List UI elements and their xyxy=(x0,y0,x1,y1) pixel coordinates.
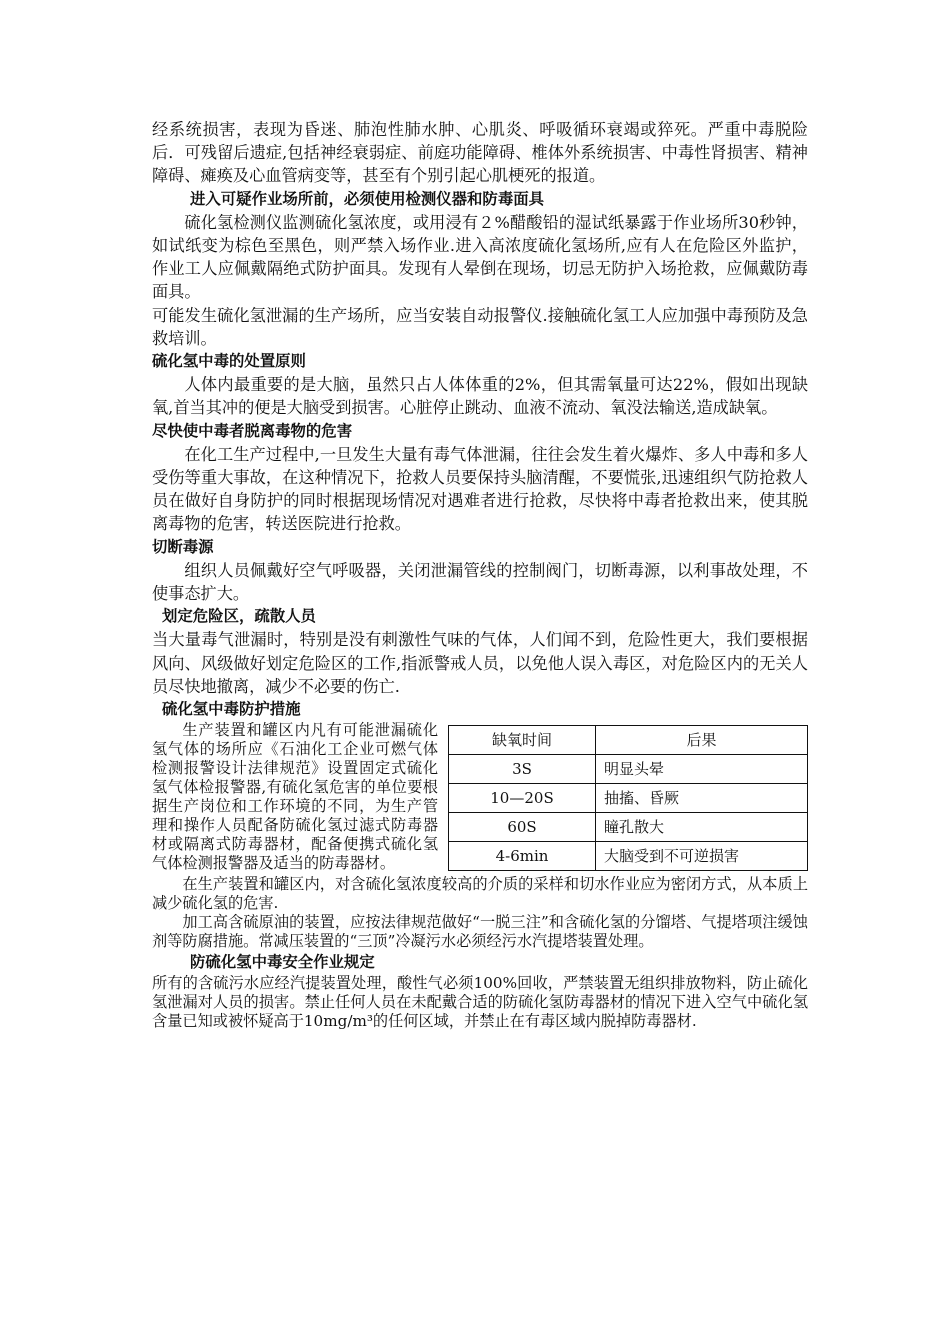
table-header-time: 缺氧时间 xyxy=(449,726,596,755)
section-text-detection: 硫化氢检测仪监测硫化氢浓度，或用浸有２%醋酸铅的湿试纸暴露于作业场所30秒钟，如试纸变为棕色至黑色，则严禁入场作业.进入高浓度硫化氢场所,应有人在危险区外监护，作业工人应佩戴隔绝式防护面具。发现有人晕倒在现场，切忌无防护入场抢救，应佩戴防毒面具。 xyxy=(152,212,808,302)
section-heading-danger-zone: 划定危险区，疏散人员 xyxy=(162,607,316,626)
table-cell-result: 大脑受到不可逆损害 xyxy=(596,842,808,871)
section-heading-protection: 硫化氢中毒防护措施 xyxy=(162,700,301,719)
section-heading-safety-rules: 防硫化氢中毒安全作业规定 xyxy=(190,953,375,972)
section-heading-remove-victim: 尽快使中毒者脱离毒物的危害 xyxy=(152,421,353,440)
table-row xyxy=(449,842,808,871)
table-cell-result: 抽搐、昏厥 xyxy=(596,784,808,813)
table-header-result: 后果 xyxy=(596,726,808,755)
section-text-protection-2: 在生产装置和罐区内，对含硫化氢浓度较高的介质的采样和切水作业应为密闭方式，从本质上减少硫化氢的危害. xyxy=(152,875,808,913)
protection-block xyxy=(152,721,808,951)
section-heading-principles: 硫化氢中毒的处置原则 xyxy=(152,352,306,371)
section-text-cut-source: 组织人员佩戴好空气呼吸器，关闭泄漏管线的控制阀门，切断毒源，以利事故处理，不使事态扩大。 xyxy=(152,560,808,604)
section-text-principles: 人体内最重要的是大脑，虽然只占人体体重的2%，但其需氧量可达22%，假如出现缺氧,首当其冲的便是大脑受到损害。心脏停止跳动、血液不流动、氧没法输送,造成缺氧。 xyxy=(152,375,808,418)
section-text-safety-rules: 所有的含硫污水应经汽提装置处理，酸性气必须100%回收，严禁装置无组织排放物料，防止硫化氢泄漏对人员的损害。禁止任何人员在未配戴合适的防硫化氢防毒器材的情况下进入空气中硫化氢含量已知或被怀疑高于10mg/m³的任何区域，并禁止在有毒区域内脱掉防毒器材. xyxy=(152,974,808,1031)
section-text-remove-victim: 在化工生产过程中,一旦发生大量有毒气体泄漏，往往会发生着火爆炸、多人中毒和多人受伤等重大事故，在这种情况下，抢救人员要保持头脑清醒，不要慌张,迅速组织气防抢救人员在做好自身防护的同时根据现场情况对遇难者进行抢救，尽快将中毒者抢救出来，使其脱离毒物的危害，转送医院进行抢救。 xyxy=(152,444,808,534)
document-page xyxy=(152,118,808,1031)
section-text-protection-3: 加工高含硫原油的装置，应按法律规范做好“一脱三注”和含硫化氢的分馏塔、气提塔项注缓蚀剂等防腐措施。常减压装置的“三顶”冷凝污水必须经污水汽提塔装置处理。 xyxy=(152,913,808,951)
table-cell-time: 60S xyxy=(449,813,596,842)
table-cell-time: 4-6min xyxy=(449,842,596,871)
table-cell-result: 明显头晕 xyxy=(596,755,808,784)
intro-paragraph: 经系统损害，表现为昏迷、肺泡性肺水肿、心肌炎、呼吸循环衰竭或猝死。严重中毒脱险后．可残留后遗症,包括神经衰弱症、前庭功能障碍、椎体外系统损害、中毒性肾损害、精神障碍、瘫痪及心血管病变等，甚至有个别引起心肌梗死的报道。 xyxy=(152,120,808,186)
table-row xyxy=(449,755,808,784)
section-heading-cut-source: 切断毒源 xyxy=(152,537,214,556)
section-heading-detection: 进入可疑作业场所前，必须使用检测仪器和防毒面具 xyxy=(190,189,544,208)
table-row xyxy=(449,813,808,842)
table-row xyxy=(449,784,808,813)
table-cell-time: 10—20S xyxy=(449,784,596,813)
section-text-protection: 生产装置和罐区内凡有可能泄漏硫化氢气体的场所应《石油化工企业可燃气体检测报警设计法律规范》设置固定式硫化氢气体检报警器,有硫化氢危害的单位要根据生产岗位和工作环境的不同，为生产管理和操作人员配备防硫化氢过滤式防毒器材或隔离式防毒器材，配备便携式硫化氢气体检测报警器及适当的防毒器材。 xyxy=(152,721,438,873)
section-text-detection-2: 可能发生硫化氢泄漏的生产场所，应当安装自动报警仪.接触硫化氢工人应加强中毒预防及急救培训。 xyxy=(152,305,808,348)
table-cell-time: 3S xyxy=(449,755,596,784)
table-header-row xyxy=(449,726,808,755)
section-text-danger-zone: 当大量毒气泄漏时，特别是没有刺激性气味的气体，人们闻不到，危险性更大，我们要根据风向、风级做好划定危险区的工作,指派警戒人员，以免他人误入毒区，对危险区内的无关人员尽快地撤离，减少不必要的伤亡. xyxy=(152,630,808,696)
hypoxia-table xyxy=(448,725,808,871)
table-cell-result: 瞳孔散大 xyxy=(596,813,808,842)
